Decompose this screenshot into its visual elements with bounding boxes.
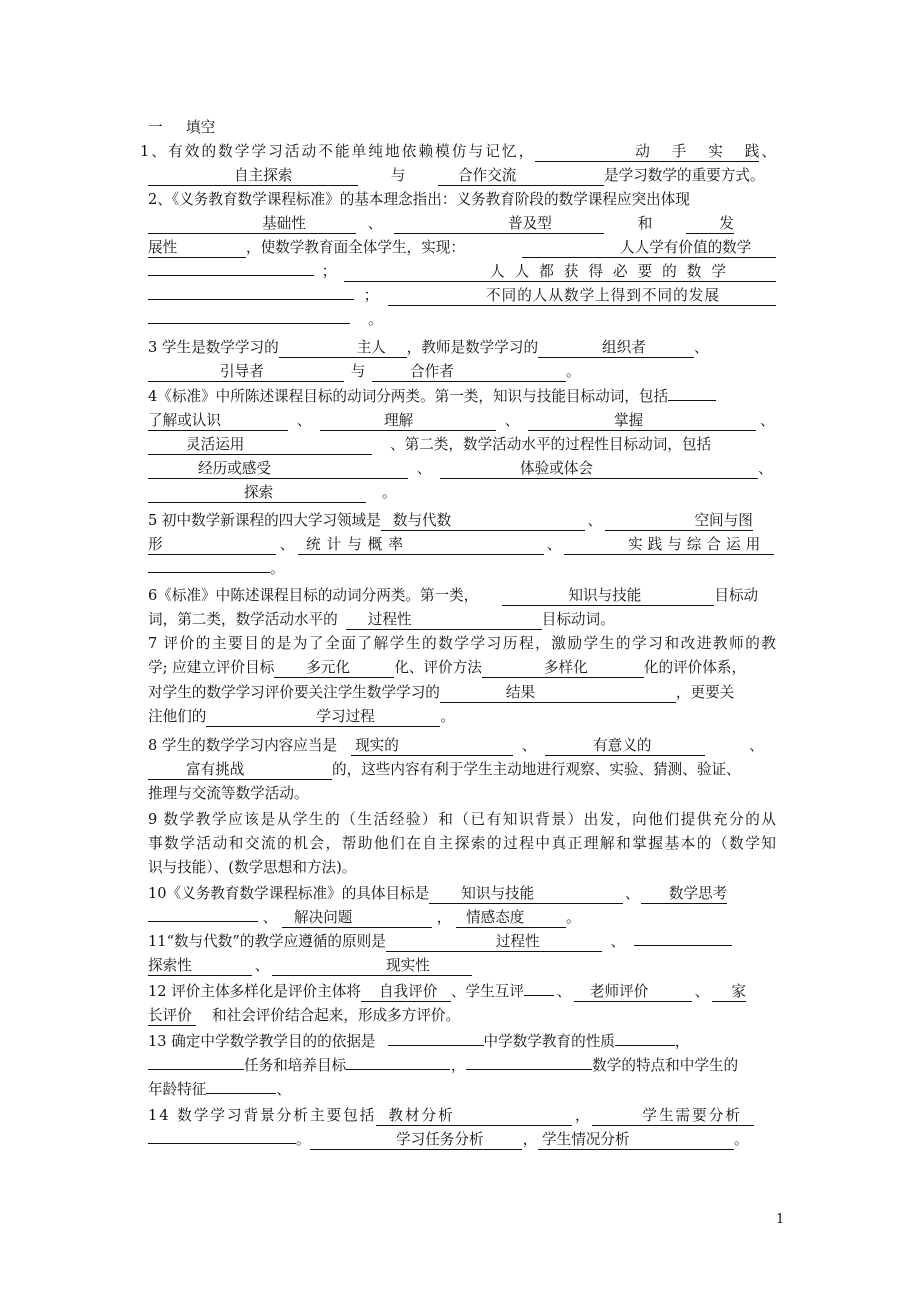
q8-line3: [148, 782, 776, 806]
q9-line2: [148, 832, 776, 856]
text: ，更要关: [675, 684, 735, 701]
text: 。: [368, 311, 383, 328]
text: 、学生互评: [450, 983, 524, 1000]
text: 、: [587, 512, 603, 529]
blank: [274, 659, 394, 678]
q14-line2: [148, 1128, 776, 1152]
q12-line2: [148, 1004, 776, 1028]
blank: [206, 1093, 276, 1094]
blank: [351, 737, 513, 756]
text: 4《标准》中所陈述课程目标的动词分两类。第一类，知识与技能目标动词，包括: [148, 388, 669, 405]
q4-line1: [148, 385, 776, 409]
text: 、: [749, 737, 764, 754]
blank: [522, 239, 776, 258]
text: ，使数学教育面全体学生，实现：: [246, 239, 465, 256]
blank: [381, 512, 585, 531]
blank: [440, 684, 676, 703]
blank: [429, 885, 623, 904]
text: 与: [390, 167, 406, 184]
answer: 学习任务分析: [396, 1131, 484, 1148]
text: 注他们的: [148, 708, 207, 725]
text: 识与技能）、(数学思想和方法)。: [148, 859, 357, 876]
text: 中学数学教育的性质: [483, 1033, 615, 1050]
q4-line2: [148, 409, 776, 433]
q4-line4: [148, 457, 776, 481]
text: 数学的特点和中学生的: [592, 1057, 739, 1074]
text: 事数学活动和交流的机会，帮助他们在自主探索的过程中真正理解和掌握基本的（数学知: [148, 835, 776, 852]
text: 、: [279, 536, 295, 553]
section-heading: [148, 116, 215, 140]
blank: [310, 1131, 522, 1150]
answer: 展性: [148, 239, 178, 256]
text: 。: [734, 1131, 749, 1148]
answer: 现实性: [386, 957, 430, 974]
blank: [298, 536, 544, 555]
text: 、: [759, 143, 776, 160]
q2-line5: [148, 284, 776, 308]
answer: 情感态度: [466, 909, 525, 926]
text: 8 学生的数学学习内容应当是: [148, 737, 338, 754]
blank: [148, 1069, 244, 1070]
section-number: 一: [148, 119, 163, 136]
text: 的，这些内容有利于学生主动地进行观察、实验、猜测、验证、: [332, 761, 741, 778]
q9-line1: [148, 808, 776, 832]
text: 目标动词。: [541, 611, 615, 628]
blank: [440, 460, 758, 479]
blank: [148, 460, 408, 479]
blank: [320, 412, 496, 431]
text: 、: [694, 983, 710, 1000]
answer: 自我评价: [378, 983, 438, 1000]
answer: 合作者: [410, 363, 454, 380]
blank: [712, 983, 746, 1002]
q10-line2: [148, 906, 776, 930]
blank: [502, 587, 714, 606]
q10-line1: [148, 882, 776, 906]
text: ；: [321, 263, 337, 280]
text: 、: [556, 983, 572, 1000]
blank: [346, 1069, 450, 1070]
text: ，: [575, 1107, 590, 1124]
blank: [615, 1045, 675, 1046]
answer: 人人学有价值的数学: [620, 239, 752, 256]
q6-line1: [148, 584, 776, 608]
blank: [482, 659, 644, 678]
answer: 了解或认识: [148, 412, 221, 429]
blank: [346, 611, 542, 630]
blank: [148, 215, 356, 234]
text: 推理与交流等数学活动。: [148, 785, 309, 802]
q2-line2: [148, 212, 776, 236]
answer: 数学思考: [668, 885, 728, 902]
text: 、: [624, 885, 640, 902]
q2-line1: [148, 188, 776, 212]
q6-line2: [148, 608, 776, 632]
q5-line2: [148, 533, 776, 557]
answer: 现实的: [355, 737, 399, 754]
text: 、: [758, 460, 773, 477]
blank: [148, 436, 372, 455]
blank: [361, 983, 451, 1002]
text: 、: [296, 412, 312, 429]
blank: [388, 287, 776, 306]
q13-line2: [148, 1054, 776, 1078]
answer: 多样化: [543, 659, 588, 676]
text: ，: [522, 1131, 538, 1148]
q2-line6: [148, 308, 776, 332]
q5-line3: [148, 557, 776, 581]
answer: 经历或感受: [198, 460, 271, 477]
answer: 理解: [384, 412, 414, 429]
text: 任务和培养目标: [244, 1057, 347, 1074]
answer: 主人: [356, 339, 386, 356]
text: 。: [566, 363, 581, 380]
blank: [148, 1143, 296, 1144]
q13-line1: [148, 1030, 776, 1054]
text: 、第二类，数学活动水平的过程性目标动词，包括: [390, 436, 712, 453]
text: 10《义务教育数学课程标准》的具体目标是: [148, 885, 430, 902]
answer: 富有挑战: [186, 761, 245, 778]
text: 是学习数学的重要方式。: [604, 167, 765, 184]
answer: 学生需要分析: [642, 1107, 742, 1124]
blank: [386, 933, 602, 952]
text: 。: [296, 1131, 311, 1148]
blank: [148, 484, 366, 503]
text: 、: [694, 339, 709, 356]
answer: 过程性: [495, 933, 540, 950]
blank: [538, 339, 694, 358]
blank: [545, 737, 705, 756]
text: 。: [566, 909, 581, 926]
answer: 探索: [244, 484, 274, 501]
text: 。: [440, 708, 455, 725]
answer: 结果: [505, 684, 536, 701]
answer: 多元化: [306, 659, 351, 676]
blank: [272, 957, 472, 976]
text: 1、有效的数学学习活动不能单纯地依赖模仿与记忆，: [140, 143, 536, 160]
blank: [535, 143, 759, 162]
blank: [148, 299, 354, 300]
answer: 不同的人从数学上得到不同的发展: [486, 287, 720, 304]
answer: 长评价: [148, 1007, 192, 1024]
blank: [148, 275, 314, 276]
answer: 自主探索: [234, 167, 293, 184]
blank: [148, 761, 332, 780]
answer: 探索性: [148, 957, 192, 974]
text: 3 学生是数学学习的: [148, 339, 279, 356]
blank: [148, 412, 288, 431]
answer: 灵活运用: [186, 436, 245, 453]
blank: [574, 983, 692, 1002]
text: ，教师是数学学习的: [406, 339, 539, 356]
text: 年龄特征: [148, 1081, 207, 1098]
q4-line5: [148, 481, 776, 505]
text: 6《标准》中陈述课程目标的动词分两类。第一类，: [148, 587, 479, 604]
page-number: 1: [776, 1212, 785, 1227]
blank: [148, 1007, 196, 1026]
blank: [634, 945, 732, 946]
answer: 解决问题: [294, 909, 353, 926]
q11-line2: [148, 954, 776, 978]
text: 与: [350, 363, 366, 380]
text: 学; 应建立评价目标: [148, 659, 275, 676]
blank: [641, 885, 727, 904]
answer: 发: [719, 215, 734, 232]
q3-line2: [148, 360, 776, 384]
answer: 家: [731, 983, 746, 1000]
answer: 组织者: [602, 339, 646, 356]
blank: [148, 363, 344, 382]
blank: [564, 536, 774, 555]
blank: [279, 339, 407, 358]
blank: [206, 708, 440, 727]
answer: 人人都获得必要的数学: [490, 263, 736, 280]
q14-line1: [148, 1104, 776, 1128]
blank: [148, 323, 350, 324]
blank: [686, 215, 734, 234]
answer: 基础性: [262, 215, 306, 232]
answer: 有意义的: [593, 737, 652, 754]
blank: [148, 536, 276, 555]
text: 。: [382, 484, 397, 501]
q2-line3: [148, 236, 776, 260]
blank: [466, 1069, 592, 1070]
text: 、: [276, 1081, 291, 1098]
q5-line1: [148, 509, 776, 533]
q7-line4: [148, 705, 776, 729]
answer: 统计与概率: [306, 536, 409, 553]
q7-line3: [148, 681, 776, 705]
text: 、: [610, 933, 626, 950]
q13-line3: [148, 1078, 776, 1102]
text: 14 数学学习背景分析主要包括: [148, 1107, 377, 1124]
answer: 空间与图: [694, 512, 753, 529]
text: 对学生的数学学习评价要关注学生数学学习的: [148, 684, 440, 701]
q2-line4: [148, 260, 776, 284]
text: 11“数与代数”的教学应遵循的原则是: [148, 933, 386, 950]
blank: [438, 167, 604, 186]
q12-line1: [148, 980, 776, 1004]
text: ，: [450, 1057, 466, 1074]
answer: 引导者: [220, 363, 264, 380]
text: 、: [521, 737, 537, 754]
answer: 形: [148, 536, 163, 553]
blank: [538, 1131, 734, 1150]
blank: [148, 921, 258, 922]
blank: [372, 363, 566, 382]
blank: [282, 909, 432, 928]
text: 化、评价方法: [394, 659, 482, 676]
q9-line3: [148, 856, 776, 880]
blank: [605, 512, 753, 531]
q7-line1: [148, 632, 776, 656]
answer: 数与代数: [392, 512, 452, 529]
blank: [344, 263, 776, 282]
answer: 过程性: [367, 611, 412, 628]
answer: 实践与综合运用: [628, 536, 766, 553]
text: 13 确定中学数学教学目的的依据是: [148, 1033, 376, 1050]
blank: [148, 572, 270, 573]
q1-line2: [148, 164, 776, 188]
answer: 学习过程: [316, 708, 375, 725]
blank: [524, 995, 554, 996]
answer: 知识与技能: [568, 587, 642, 604]
answer: 普及型: [508, 215, 552, 232]
text: 、: [262, 909, 278, 926]
text: 词，第二类，数学活动水平的: [148, 611, 338, 628]
text: 7 评价的主要目的是为了全面了解学生的数学学习历程，激励学生的学习和改进教师的教: [148, 635, 776, 652]
text: ；: [363, 287, 379, 304]
q11-line1: [148, 930, 776, 954]
text: 、: [760, 412, 775, 429]
text: 化的评价体系，: [643, 659, 747, 676]
text: 、: [546, 536, 562, 553]
blank: [148, 239, 246, 258]
q8-line1: [148, 734, 776, 758]
answer: 学生情况分析: [542, 1131, 630, 1148]
blank: [148, 167, 358, 186]
answer: 合作交流: [458, 167, 517, 184]
text: 9 数学教学应该是从学生的（生活经验）和（已有知识背景）出发，向他们提供充分的从: [148, 811, 776, 828]
text: 和社会评价结合起来，形成多方评价。: [212, 1007, 461, 1024]
answer: 知识与技能: [461, 885, 535, 902]
q8-line2: [148, 758, 776, 782]
blank: [388, 1045, 484, 1046]
answer: 掌握: [614, 412, 644, 429]
blank: [148, 957, 252, 976]
text: 12 评价主体多样化是评价主体将: [148, 983, 361, 1000]
answer: 体验或体会: [520, 460, 593, 477]
blank: [668, 400, 716, 401]
q7-line2: [148, 656, 776, 680]
blank: [528, 412, 756, 431]
answer: 老师评价: [589, 983, 649, 1000]
text: ，: [436, 909, 452, 926]
blank: [394, 215, 604, 234]
section-title: 填空: [186, 119, 216, 136]
text: 和: [637, 215, 653, 232]
text: 目标动: [714, 587, 759, 604]
q3-line1: [148, 336, 776, 360]
text: 2、《义务教育数学课程标准》的基本理念指出：义务教育阶段的数学课程应突出体现: [148, 191, 690, 208]
q1-line1: [140, 140, 776, 164]
blank: [456, 909, 566, 928]
text: 、: [254, 957, 270, 974]
text: ，: [674, 1033, 690, 1050]
text: 。: [270, 560, 285, 577]
blank: [376, 1107, 572, 1126]
text: 5 初中数学新课程的四大学习领域是: [148, 512, 381, 529]
answer: 动手实践: [635, 143, 760, 160]
q4-line3: [148, 433, 776, 457]
text: 、: [504, 412, 520, 429]
answer: 教材分析: [388, 1107, 455, 1124]
blank: [592, 1107, 754, 1126]
text: 、: [367, 215, 383, 232]
text: 、: [416, 460, 432, 477]
